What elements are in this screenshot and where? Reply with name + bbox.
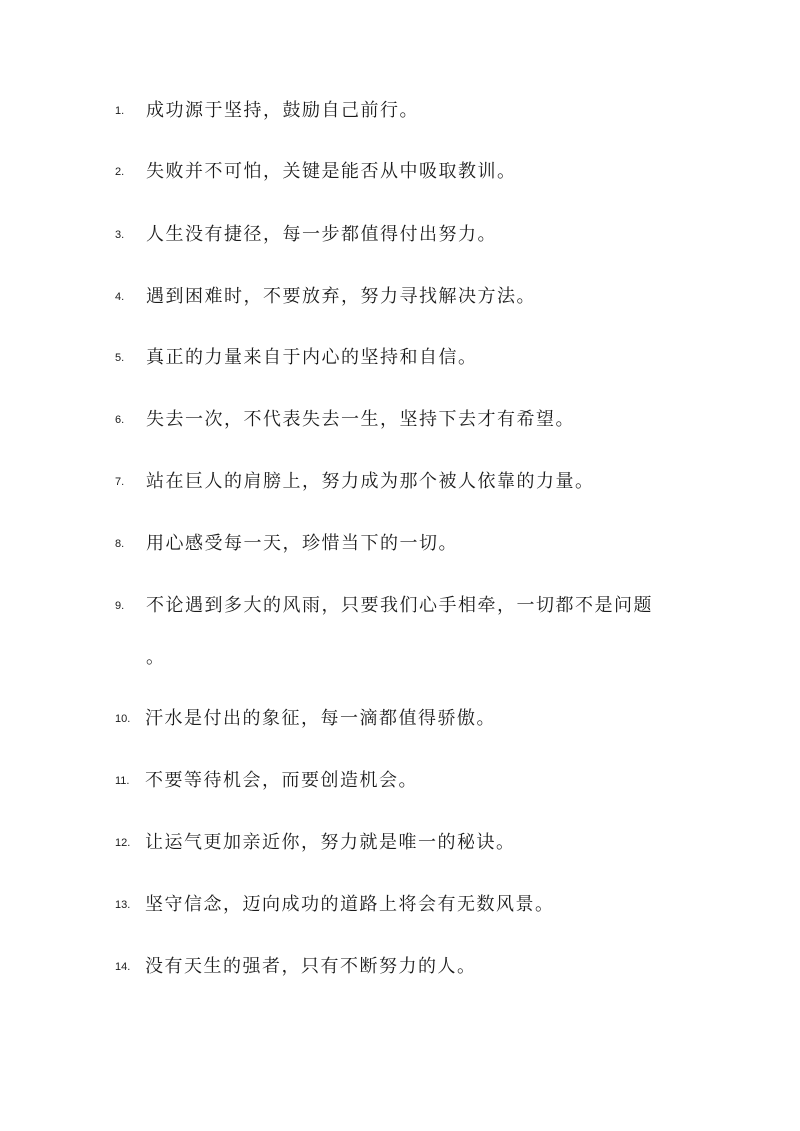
item-number: 13. [115,899,131,911]
list-item [115,405,695,435]
list-item [115,591,695,621]
item-text-continuation: 。 [146,647,164,668]
list-item [115,766,695,796]
list-item [115,467,695,497]
list-item [115,157,695,187]
item-text: 失败并不可怕，关键是能否从中吸取教训。 [146,161,517,182]
list-item [115,220,695,250]
list-item [115,828,695,858]
item-number: 2. [115,166,125,178]
item-number: 8. [115,538,125,550]
item-text: 真正的力量来自于内心的坚持和自信。 [146,347,478,368]
item-number: 10. [115,713,131,725]
item-number: 14. [115,961,131,973]
item-text: 成功源于坚持，鼓励自己前行。 [146,100,419,121]
list-item [115,529,695,559]
item-number: 7. [115,476,125,488]
item-number: 1. [115,105,125,117]
list-item [115,343,695,373]
item-text: 站在巨人的肩膀上，努力成为那个被人依靠的力量。 [146,471,595,492]
item-number: 12. [115,837,131,849]
item-text: 失去一次，不代表失去一生，坚持下去才有希望。 [146,409,575,430]
item-number: 11. [115,775,130,787]
item-text: 不要等待机会，而要创造机会。 [145,770,418,791]
item-number: 3. [115,229,125,241]
item-number: 5. [115,352,125,364]
list-item [115,704,695,734]
item-text: 用心感受每一天，珍惜当下的一切。 [146,533,458,554]
item-number: 6. [115,414,125,426]
item-text: 没有天生的强者，只有不断努力的人。 [145,956,477,977]
item-text: 坚守信念，迈向成功的道路上将会有无数风景。 [145,894,555,915]
item-text: 汗水是付出的象征，每一滴都值得骄傲。 [145,708,496,729]
item-text: 不论遇到多大的风雨，只要我们心手相牵，一切都不是问题 [146,595,653,616]
item-number: 4. [115,291,125,303]
item-text: 人生没有捷径，每一步都值得付出努力。 [146,224,497,245]
list-item [115,96,695,126]
list-item [115,282,695,312]
list-item [115,890,695,920]
item-text: 遇到困难时，不要放弃，努力寻找解决方法。 [146,286,536,307]
item-text: 让运气更加亲近你，努力就是唯一的秘诀。 [145,832,516,853]
list-item [115,952,695,982]
item-number: 9. [115,600,125,612]
